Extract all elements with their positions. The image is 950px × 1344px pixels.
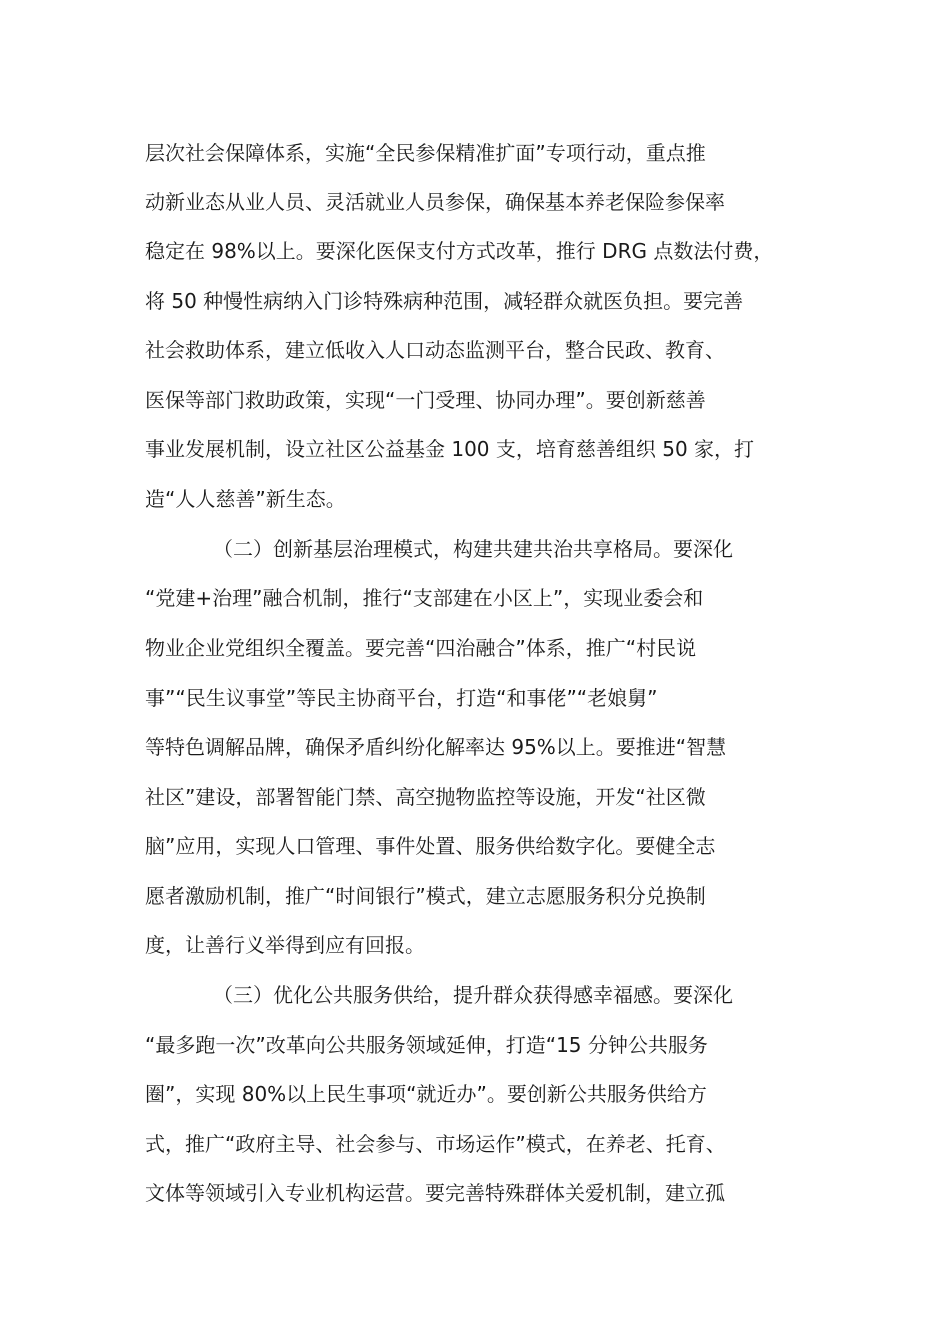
paragraph-1-line-7: 事业发展机制，设立社区公益基金 100 支，培育慈善组织 50 家，打	[145, 437, 755, 461]
paragraph-2-line-3: 物业企业党组织全覆盖。要完善“四治融合”体系，推广“村民说	[145, 636, 697, 660]
paragraph-2-line-8: 愿者激励机制，推广“时间银行”模式，建立志愿服务积分兑换制	[145, 884, 706, 908]
paragraph-1-line-5: 社会救助体系，建立低收入人口动态监测平台，整合民政、教育、	[145, 338, 725, 362]
paragraph-2-line-1: （二）创新基层治理模式，构建共建共治共享格局。要深化	[213, 537, 733, 561]
paragraph-1-line-3: 稳定在 98%以上。要深化医保支付方式改革，推行 DRG 点数法付费，	[145, 239, 774, 263]
paragraph-3-line-2: “最多跑一次”改革向公共服务领域延伸，打造“15 分钟公共服务	[145, 1033, 708, 1057]
paragraph-2-line-6: 社区”建设，部署智能门禁、高空抛物监控等设施，开发“社区微	[145, 785, 706, 809]
paragraph-1-line-2: 动新业态从业人员、灵活就业人员参保，确保基本养老保险参保率	[145, 190, 725, 214]
paragraph-1-line-1: 层次社会保障体系，实施“全民参保精准扩面”专项行动，重点推	[145, 141, 706, 165]
paragraph-2-line-2: “党建+治理”融合机制，推行“支部建在小区上”，实现业委会和	[145, 586, 704, 610]
paragraph-2-line-5: 等特色调解品牌，确保矛盾纠纷化解率达 95%以上。要推进“智慧	[145, 735, 727, 759]
paragraph-2-line-7: 脑”应用，实现人口管理、事件处置、服务供给数字化。要健全志	[145, 834, 716, 858]
paragraph-2-line-4: 事”“民生议事堂”等民主协商平台，打造“和事佬”“老娘舅”	[145, 686, 658, 710]
paragraph-3-line-4: 式，推广“政府主导、社会参与、市场运作”模式，在养老、托育、	[145, 1132, 726, 1156]
paragraph-1-line-6: 医保等部门救助政策，实现“一门受理、协同办理”。要创新慈善	[145, 388, 706, 412]
paragraph-1-line-4: 将 50 种慢性病纳入门诊特殊病种范围，减轻群众就医负担。要完善	[145, 289, 744, 313]
paragraph-3-line-3: 圈”，实现 80%以上民生事项“就近办”。要创新公共服务供给方	[145, 1082, 707, 1106]
paragraph-1-line-8: 造“人人慈善”新生态。	[145, 487, 346, 511]
paragraph-2-line-9: 度，让善行义举得到应有回报。	[145, 933, 425, 957]
paragraph-3-line-1: （三）优化公共服务供给，提升群众获得感幸福感。要深化	[213, 983, 733, 1007]
paragraph-3-line-5: 文体等领域引入专业机构运营。要完善特殊群体关爱机制，建立孤	[145, 1181, 725, 1205]
